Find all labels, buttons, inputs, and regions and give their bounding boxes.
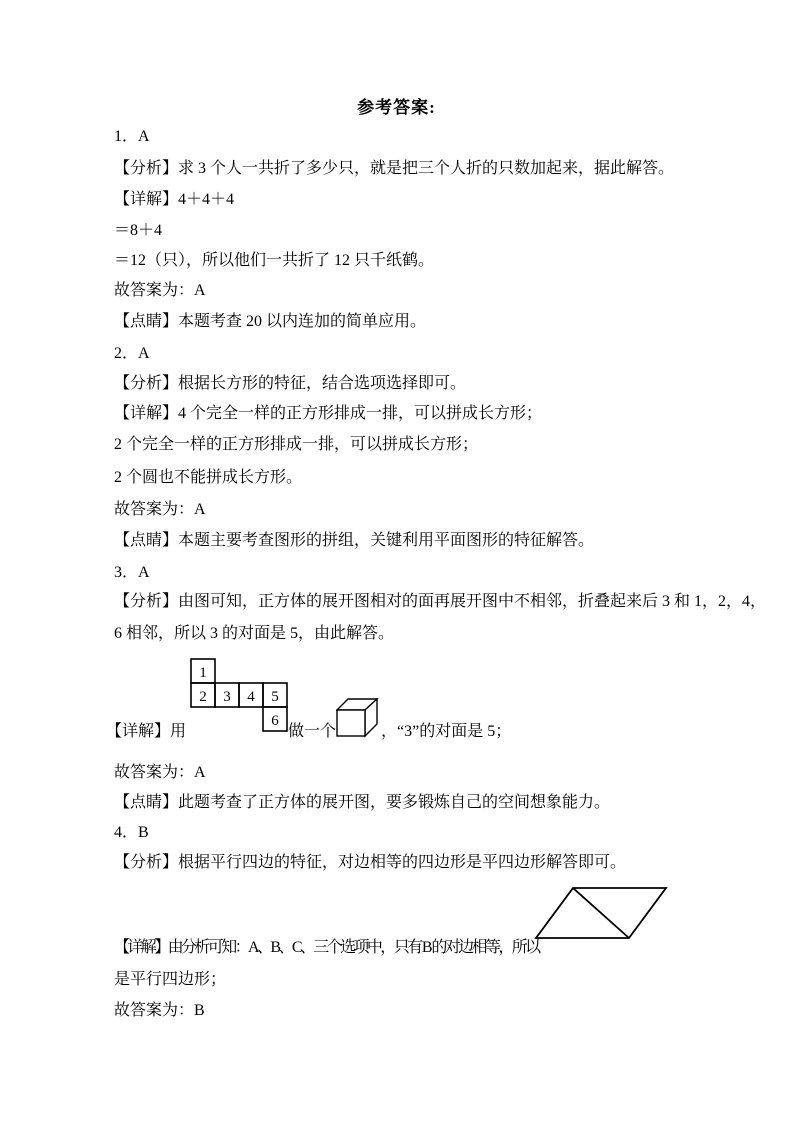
answer1-analysis: 【分析】求 3 个人一共折了多少只，就是把三个人折的只数加起来，据此解答。 — [114, 160, 675, 177]
parallelogram-with-diagonal-icon — [532, 885, 672, 942]
answer4-detail2: 是平行四边形； — [114, 971, 227, 988]
net-cell-6: 6 — [271, 713, 279, 729]
answer3-conclusion: 故答案为：A — [114, 764, 206, 781]
answer1-number: 1．A — [114, 128, 150, 145]
answer4-detail: 【详解】由分析可知：A、B、C、三个选项中，只有 B 的对边相等，所以 — [114, 939, 539, 956]
answer1-note: 【点睛】本题考查 20 以内连加的简单应用。 — [114, 313, 427, 330]
answer2-note: 【点睛】本题主要考查图形的拼组，关键利用平面图形的特征解答。 — [114, 532, 595, 549]
answer2-detail: 【详解】4 个完全一样的正方形排成一排，可以拼成长方形； — [114, 405, 543, 422]
net-cell-3: 3 — [223, 689, 231, 705]
answer1-step: ＝8＋4 — [114, 222, 163, 239]
answer4-analysis: 【分析】根据平行四边的特征，对边相等的四边形是平四边形解答即可。 — [114, 854, 627, 871]
answer3-analysis2: 6 相邻，所以 3 的对面是 5，由此解答。 — [114, 625, 395, 642]
cube-net-icon — [190, 658, 290, 734]
answer1-result: ＝12（只），所以他们一共折了 12 只千纸鹤。 — [114, 252, 435, 269]
answer4-conclusion: 故答案为：B — [114, 1002, 205, 1019]
page-title: 参考答案: — [357, 98, 436, 117]
net-cell-2: 2 — [199, 689, 207, 705]
cube-3d-icon — [336, 698, 379, 738]
answer3-detail-prefix: 【详解】用 — [106, 723, 187, 740]
net-cell-5: 5 — [271, 689, 279, 705]
answer3-detail-suffix: ，“3”的对面是 5； — [381, 723, 512, 740]
answer3-detail-mid: 做一个 — [288, 723, 337, 740]
net-cell-4: 4 — [247, 689, 255, 705]
answer2-detail2: 2 个完全一样的正方形排成一排，可以拼成长方形； — [114, 436, 479, 453]
answer2-conclusion: 故答案为：A — [114, 501, 206, 518]
answer3-number: 3．A — [114, 564, 150, 581]
answer1-detail: 【详解】4＋4＋4 — [114, 191, 235, 208]
net-cell-1: 1 — [199, 665, 207, 681]
answer2-number: 2．A — [114, 345, 150, 362]
answer2-detail3: 2 个圆也不能拼成长方形。 — [114, 469, 303, 486]
answer3-note: 【点睛】此题考查了正方体的展开图，要多锻炼自己的空间想象能力。 — [114, 794, 611, 811]
answer4-number: 4．B — [114, 824, 149, 841]
answer1-conclusion: 故答案为：A — [114, 282, 206, 299]
answer3-analysis: 【分析】由图可知，正方体的展开图相对的面再展开图中不相邻，折叠起来后 3 和 1，2，4， — [114, 593, 767, 610]
answer2-analysis: 【分析】根据长方形的特征，结合选项选择即可。 — [114, 375, 467, 392]
